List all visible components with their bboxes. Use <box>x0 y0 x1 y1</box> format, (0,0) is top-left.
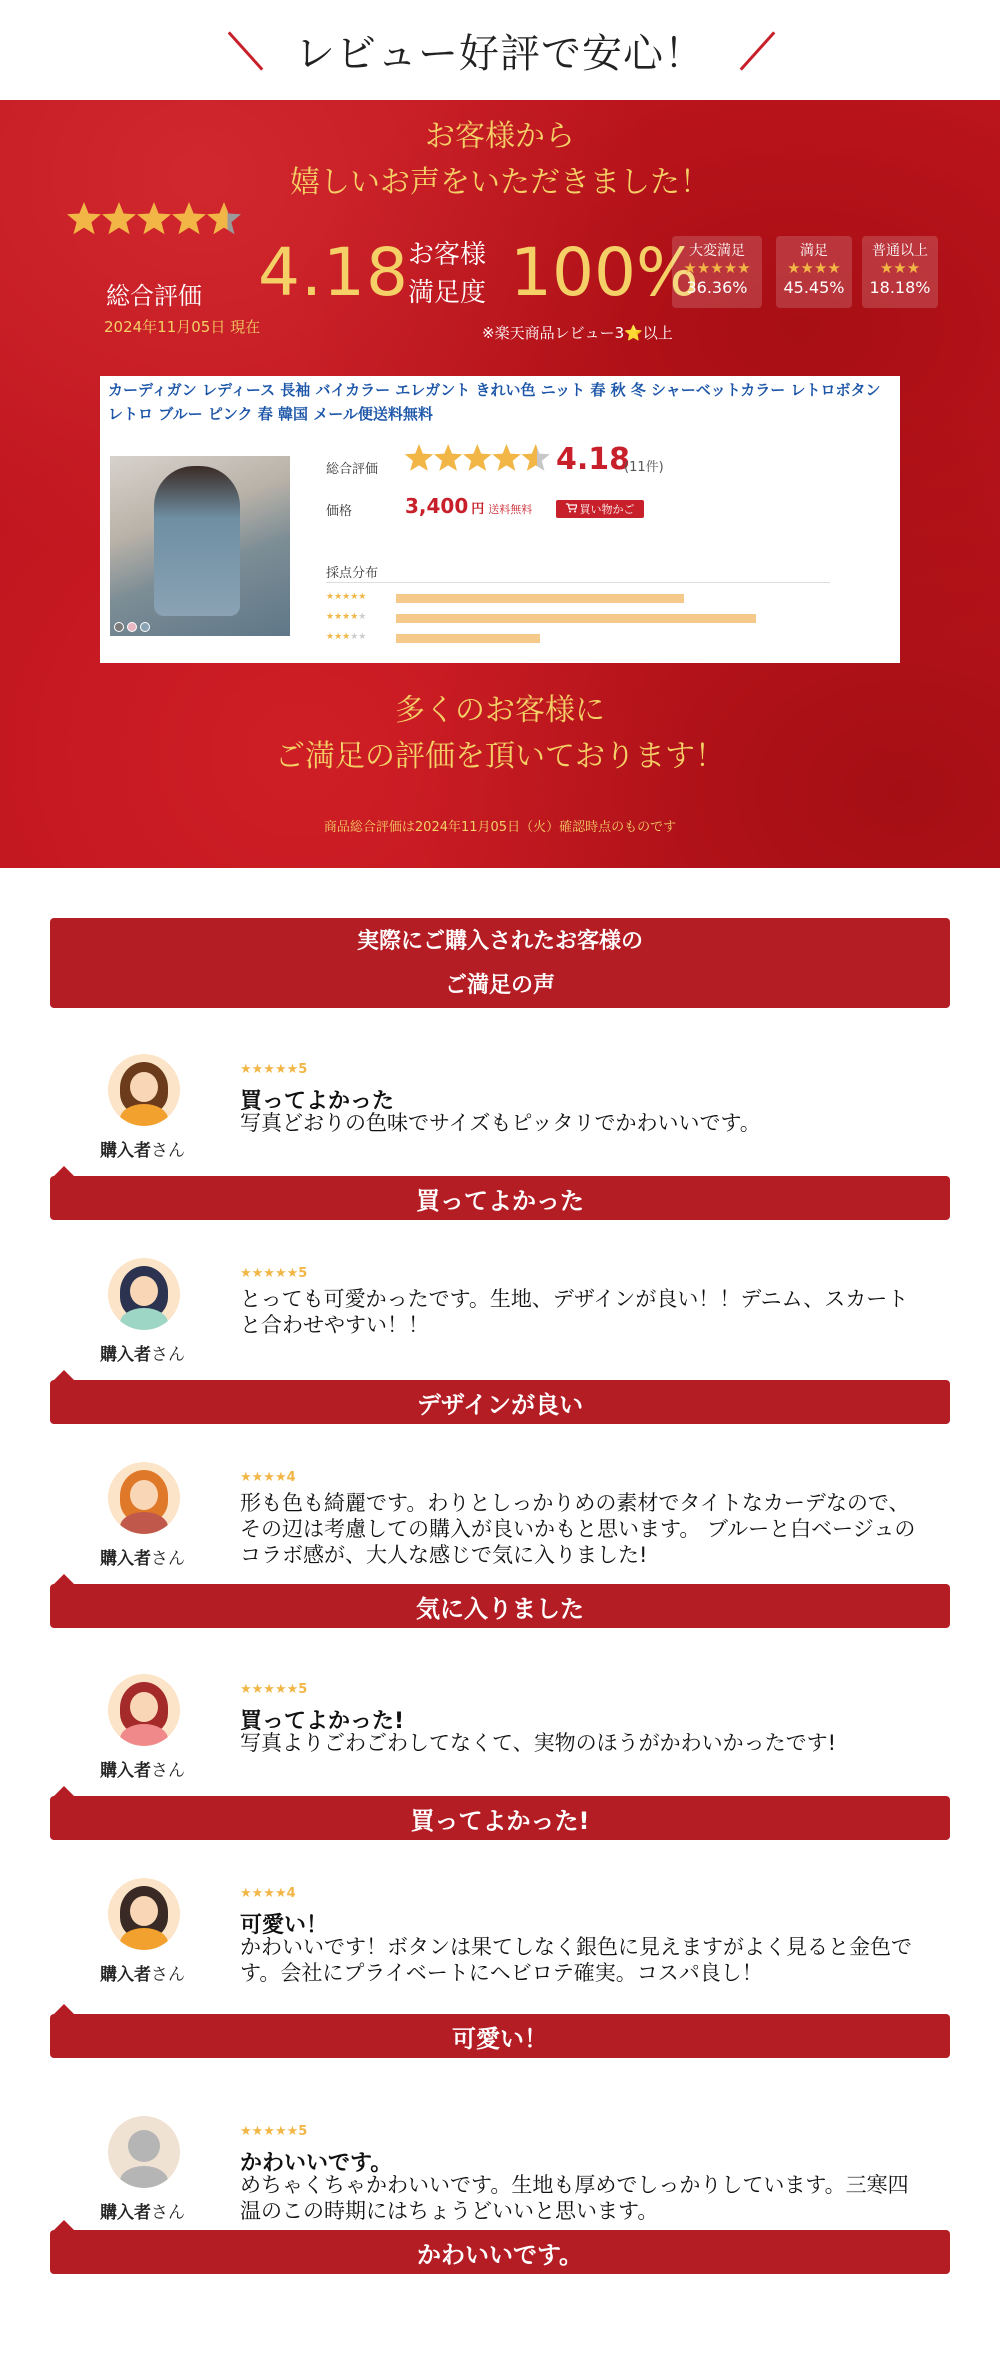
product-review-count[interactable]: (11件) <box>624 460 664 475</box>
banner-line-2: ご満足の声 <box>444 973 555 998</box>
many-line-2: ご満足の評価を頂いております！ <box>275 739 725 774</box>
avatar-body <box>120 1724 168 1746</box>
swatch-gray <box>114 622 124 632</box>
review-rating <box>240 1886 296 1901</box>
product-model-figure <box>154 466 240 616</box>
buyer-suffix: さん <box>151 2203 185 2223</box>
breakdown-stars-icon: ★★★★★ <box>683 259 751 277</box>
many-line-1: 多くのお客様に <box>395 693 605 728</box>
breakdown-percent: 45.45% <box>783 278 845 297</box>
review-title: 可愛い！ <box>240 1913 329 1938</box>
review-rating <box>240 1062 307 1077</box>
review-summary-pill: 気に入りました <box>50 1584 950 1628</box>
avatar-face <box>130 1692 158 1722</box>
hero-many-customers-text <box>0 688 1000 780</box>
review-note: ※楽天商品レビュー3⭐以上 <box>482 324 673 342</box>
swatch-pink <box>127 622 137 632</box>
review-summary-pill: 買ってよかった! <box>50 1796 950 1840</box>
overall-rating-label: 総合評価 <box>106 282 202 310</box>
decorative-slash-right <box>740 31 776 70</box>
overall-stars-icon <box>66 200 246 240</box>
review-stars-icon: ★★★★ <box>240 1470 287 1485</box>
review-rating <box>240 2124 307 2139</box>
breakdown-stars-icon: ★★★ <box>879 259 921 277</box>
buyer-suffix: さん <box>151 1761 185 1781</box>
review-rating-number: 5 <box>298 1062 308 1077</box>
buyer-name <box>100 2198 185 2223</box>
hero-thanks-text <box>0 114 1000 206</box>
product-card <box>100 376 900 663</box>
review-title: かわいいです。 <box>240 2151 393 2176</box>
buyer-label: 購入者 <box>100 1761 151 1781</box>
buyer-suffix: さん <box>151 1965 185 1985</box>
satisfaction-label-line-1: お客様 <box>408 240 487 270</box>
review-item <box>0 1864 1000 2053</box>
distribution-label: 採点分布 <box>326 566 379 581</box>
breakdown-label: 大変満足 <box>689 243 745 259</box>
avatar-body <box>120 1308 168 1330</box>
review-item <box>0 2102 1000 2278</box>
price-value: 3,400 <box>405 494 469 518</box>
review-body: 写真どおりの色味でサイズもピッタリでかわいいです。 <box>240 1111 761 1135</box>
buyer-name <box>100 1756 185 1781</box>
cart-icon <box>566 503 577 516</box>
review-stars-icon: ★★★★★ <box>240 2124 299 2139</box>
distribution-stars-icon: ★★★★★ <box>326 592 367 602</box>
avatar-face <box>130 1276 158 1306</box>
buyer-suffix: さん <box>151 1141 185 1161</box>
breakdown-percent: 18.18% <box>869 278 931 297</box>
price-label: 価格 <box>326 504 353 519</box>
review-item <box>0 1040 1000 1216</box>
review-rating-number: 5 <box>298 2124 308 2139</box>
satisfaction-label <box>408 236 486 312</box>
decorative-slash-left <box>228 31 264 70</box>
product-image[interactable] <box>110 456 290 636</box>
review-rating-number: 5 <box>298 1682 308 1697</box>
distribution-row <box>326 592 866 606</box>
page-title: レビュー好評で安心！ <box>295 30 705 77</box>
avatar-body <box>120 2166 168 2188</box>
avatar-face <box>130 1896 158 1926</box>
distribution-bar <box>396 594 684 603</box>
buyer-label: 購入者 <box>100 1141 151 1161</box>
review-body: かわいいです！ボタンは果てしなく銀色に見えますがよく見ると金色です。会社にプライベートにヘビロテ確実。コスパ良し！ <box>240 1935 912 1985</box>
distribution-divider <box>326 582 830 583</box>
review-item <box>0 1244 1000 1420</box>
breakdown-label: 満足 <box>800 243 828 259</box>
overall-score: 4.18 <box>258 234 409 311</box>
buyer-label: 購入者 <box>100 1549 151 1569</box>
review-title: 買ってよかった! <box>240 1709 405 1734</box>
breakdown-satisfied <box>776 236 852 308</box>
review-item <box>0 1448 1000 1624</box>
breakdown-stars-icon: ★★★★ <box>787 259 841 277</box>
review-stars-icon: ★★★★ <box>240 1886 287 1901</box>
review-body: めちゃくちゃかわいいです。生地も厚めでしっかりしています。三寒四温のこの時期にはちょうどいいと思います。 <box>240 2173 909 2223</box>
distribution-bar <box>396 634 540 643</box>
product-stars-icon <box>404 442 554 480</box>
add-to-cart-button[interactable] <box>556 500 644 518</box>
product-price <box>405 494 532 518</box>
rating-basis-note: 商品総合評価は2024年11月05日（火）確認時点のものです <box>323 820 677 835</box>
avatar-face <box>130 1480 158 1510</box>
breakdown-above-average <box>862 236 938 308</box>
swatch-blue <box>140 622 150 632</box>
avatar-body <box>120 1512 168 1534</box>
breakdown-very-satisfied <box>672 236 762 308</box>
satisfaction-percent: 100% <box>510 234 699 311</box>
avatar <box>108 1054 180 1126</box>
distribution-bar <box>396 614 756 623</box>
as-of-date: 2024年11月05日 現在 <box>104 318 261 336</box>
avatar <box>108 1878 180 1950</box>
shipping-label: 送料無料 <box>488 503 533 516</box>
buyer-label: 購入者 <box>100 2203 151 2223</box>
product-score: 4.18 <box>556 442 631 477</box>
review-rating-number: 4 <box>286 1886 296 1901</box>
avatar <box>108 1462 180 1534</box>
price-unit: 円 <box>471 502 485 517</box>
review-summary-pill: デザインが良い <box>50 1380 950 1424</box>
review-summary-pill: かわいいです。 <box>50 2230 950 2274</box>
cart-button-label: 買い物かご <box>579 503 635 516</box>
review-rating <box>240 1470 296 1485</box>
buyer-label: 購入者 <box>100 1965 151 1985</box>
distribution-row <box>326 632 866 646</box>
buyer-name <box>100 1136 185 1161</box>
distribution-stars-icon: ★★★★★ <box>326 632 367 642</box>
review-body: とっても可愛かったです。生地、デザインが良い！！デニム、スカートと合わせやすい！！ <box>240 1287 909 1337</box>
page-header <box>0 0 1000 100</box>
review-summary-pill: 可愛い！ <box>50 2014 950 2058</box>
banner-line-1: 実際にご購入されたお客様の <box>356 929 643 954</box>
product-title-link[interactable]: カーディガン レディース 長袖 バイカラー エレガント きれい色 ニット 春 秋 冬 シャーベットカラー レトロボタン レトロ ブルー ピンク 春 韓国 メール便送料無料 <box>108 381 881 423</box>
product-overall-label: 総合評価 <box>326 462 379 477</box>
review-body: 形も色も綺麗です。わりとしっかりめの素材でタイトなカーデなので、その辺は考慮しての購入が良いかもと思います。 ブルーと白ベージュのコラボ感が、大人な感じで気に入りました! <box>240 1491 916 1567</box>
review-item <box>0 1660 1000 1836</box>
review-rating-number: 5 <box>298 1266 308 1281</box>
rating-hero <box>0 100 1000 868</box>
breakdown-label: 普通以上 <box>872 243 928 259</box>
review-summary-pill: 買ってよかった <box>50 1176 950 1220</box>
buyer-name <box>100 1960 185 1985</box>
review-stars-icon: ★★★★★ <box>240 1682 299 1697</box>
distribution-row <box>326 612 866 626</box>
avatar-face <box>130 1072 158 1102</box>
review-stars-icon: ★★★★★ <box>240 1062 299 1077</box>
buyer-label: 購入者 <box>100 1345 151 1365</box>
color-swatches <box>114 622 150 632</box>
review-rating-number: 4 <box>286 1470 296 1485</box>
satisfaction-label-line-2: 満足度 <box>408 278 487 308</box>
review-rating <box>240 1682 307 1697</box>
avatar-face <box>128 2130 160 2162</box>
review-stars-icon: ★★★★★ <box>240 1266 299 1281</box>
hero-thanks-line-1: お客様から <box>425 119 575 154</box>
avatar-body <box>120 1104 168 1126</box>
avatar <box>108 1674 180 1746</box>
distribution-stars-icon: ★★★★★ <box>326 612 367 622</box>
review-body: 写真よりごわごわしてなくて、実物のほうがかわいかったです! <box>240 1731 836 1755</box>
buyer-name <box>100 1340 185 1365</box>
avatar <box>108 2116 180 2188</box>
customer-voices-banner <box>50 918 950 1008</box>
review-rating <box>240 1266 307 1281</box>
buyer-suffix: さん <box>151 1345 185 1365</box>
avatar-body <box>120 1928 168 1950</box>
buyer-suffix: さん <box>151 1549 185 1569</box>
hero-thanks-line-2: 嬉しいお声をいただきました！ <box>290 165 710 200</box>
breakdown-percent: 36.36% <box>686 278 748 297</box>
review-title: 買ってよかった <box>240 1089 395 1114</box>
buyer-name <box>100 1544 185 1569</box>
avatar <box>108 1258 180 1330</box>
